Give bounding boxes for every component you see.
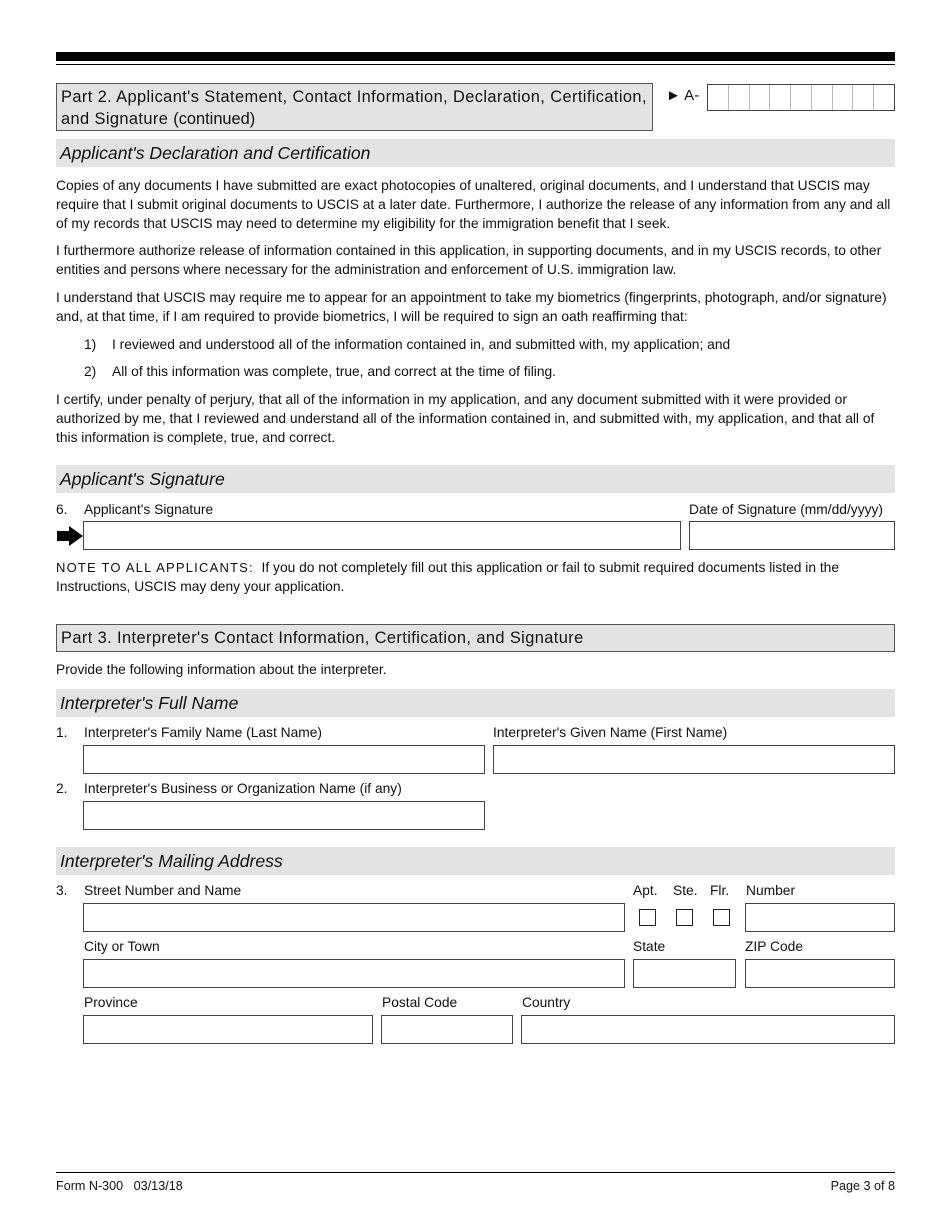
- province-input[interactable]: [83, 1015, 373, 1044]
- city-input[interactable]: [83, 959, 625, 988]
- declaration-para-3: I understand that USCIS may require me to appear for an appointment to take my biometrics (fingerprints, photograph, and/or signature) and, at that time, if I am required to provide biometrics, I will be required to sign an oath reaffirming that:: [56, 290, 887, 324]
- given-name-label: Interpreter's Given Name (First Name): [493, 725, 728, 740]
- street-label: Street Number and Name: [84, 883, 242, 898]
- postal-code-label: Postal Code: [382, 995, 458, 1010]
- number-label: Number: [746, 883, 796, 898]
- state-select[interactable]: [633, 959, 736, 988]
- business-name-input[interactable]: [83, 801, 485, 830]
- form-id: Form N-300 03/13/18: [56, 1179, 183, 1193]
- business-name-label: Interpreter's Business or Organization Name (if any): [84, 781, 402, 796]
- declaration-para-4: I certify, under penalty of perjury, that all of the information in my application, and any document submitted with it were provided or authorized by me, that I reviewed and understand all of the information contained in, and submitted with, my application, and that all of this information is complete, true, and correct.: [56, 392, 875, 445]
- note-caps: NOTE TO ALL APPLICANTS:: [56, 560, 254, 575]
- state-label: State: [633, 939, 666, 954]
- flr-label: Flr.: [710, 883, 730, 898]
- signature-date-field[interactable]: [689, 521, 895, 550]
- q1-num: 1.: [56, 725, 68, 740]
- part2-header: [56, 83, 653, 131]
- given-name-input[interactable]: [493, 745, 895, 774]
- declaration-para-1: Copies of any documents I have submitted are exact photocopies of unaltered, original documents, and I understand that USCIS may require that I submit original documents to USCIS at a later date. Furthermore, I authorize the release of any information from any and all of my records that USCIS may need to determine my eligibility for the immigration benefit that I seek.: [56, 178, 891, 231]
- arrow-right-icon: [56, 525, 84, 547]
- signature-label: Applicant's Signature: [84, 502, 214, 517]
- country-input[interactable]: [521, 1015, 895, 1044]
- signature-heading: Applicant's Signature: [56, 465, 895, 493]
- a-number-label: ► A-: [666, 87, 700, 104]
- flr-checkbox[interactable]: [713, 909, 730, 926]
- a-number-input[interactable]: [707, 84, 895, 111]
- applicant-signature-field[interactable]: [83, 521, 681, 550]
- part2-continued: (continued): [173, 110, 256, 128]
- zip-label: ZIP Code: [745, 939, 804, 954]
- unit-number-input[interactable]: [745, 903, 895, 932]
- interpreter-name-heading: Interpreter's Full Name: [56, 689, 895, 717]
- family-name-label: Interpreter's Family Name (Last Name): [84, 725, 323, 740]
- q2-num: 2.: [56, 781, 68, 796]
- street-input[interactable]: [83, 903, 625, 932]
- signature-item-num: 6.: [56, 502, 68, 517]
- postal-code-input[interactable]: [381, 1015, 513, 1044]
- oath-item-2-text: All of this information was complete, true, and correct at the time of filing.: [112, 364, 556, 379]
- page-number: Page 3 of 8: [830, 1179, 895, 1193]
- country-label: Country: [522, 995, 571, 1010]
- top-bar-rule: [56, 52, 895, 61]
- oath-item-1-text: I reviewed and understood all of the information contained in, and submitted with, my application; and: [112, 337, 731, 352]
- ste-label: Ste.: [673, 883, 698, 898]
- oath-item-1-num: 1): [84, 337, 97, 352]
- note-to-applicants: [56, 558, 895, 596]
- apt-checkbox[interactable]: [639, 909, 656, 926]
- interpreter-address-heading: Interpreter's Mailing Address: [56, 847, 895, 875]
- zip-input[interactable]: [745, 959, 895, 988]
- note-text: If you do not completely fill out this application or fail to submit required documents listed in the Instructions, USCIS may deny your application.: [56, 560, 840, 594]
- apt-label: Apt.: [633, 883, 658, 898]
- footer-rule: [56, 1172, 895, 1173]
- part3-header: Part 3. Interpreter's Contact Information, Certification, and Signature: [56, 624, 895, 652]
- declaration-para-2: I furthermore authorize release of information contained in this application, in supporting documents, and in my USCIS records, to other entities and persons where necessary for the administration and enforcement of U.S. immigration law.: [56, 243, 882, 277]
- city-label: City or Town: [84, 939, 160, 954]
- q3-num: 3.: [56, 883, 68, 898]
- declaration-heading: Applicant's Declaration and Certification: [56, 139, 895, 167]
- part2-title: Part 2. Applicant's Statement, Contact Information, Declaration, Certification, and Signature: [61, 88, 647, 128]
- part3-intro: Provide the following information about the interpreter.: [56, 662, 387, 677]
- ste-checkbox[interactable]: [676, 909, 693, 926]
- signature-date-label: Date of Signature (mm/dd/yyyy): [689, 502, 883, 517]
- top-thin-rule: [56, 64, 895, 65]
- province-label: Province: [84, 995, 138, 1010]
- oath-item-2-num: 2): [84, 364, 97, 379]
- family-name-input[interactable]: [83, 745, 485, 774]
